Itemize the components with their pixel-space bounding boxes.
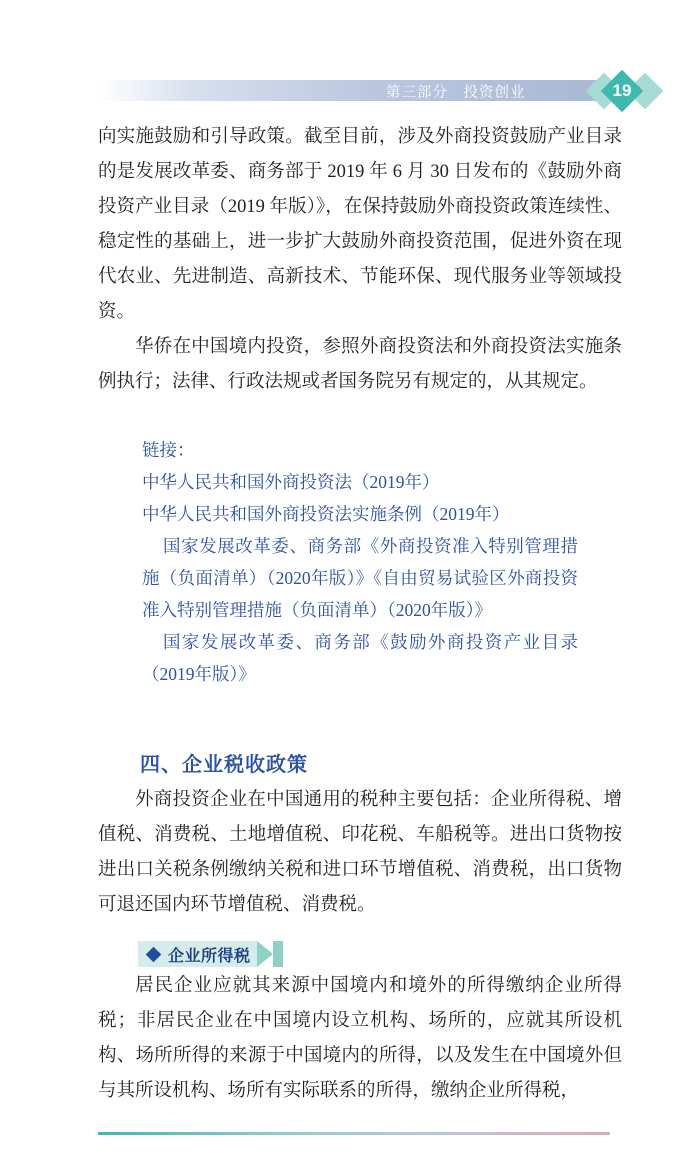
reference-links-title: 链接： — [142, 440, 195, 460]
chip-tail-decoration — [273, 941, 283, 967]
diamond-ornament-group — [590, 76, 658, 106]
reference-link-item[interactable]: 中华人民共和国外商投资法（2019年） — [142, 472, 440, 492]
diamond-bullet-icon — [146, 946, 162, 962]
header-chapter-label: 第三部分 投资创业 — [386, 85, 526, 101]
section-heading: 四、企业税收政策 — [140, 754, 308, 776]
paragraph-tax-overview: 外商投资企业在中国通用的税种主要包括：企业所得税、增值税、消费税、土地增值税、印花税、车船税等。进出口货物按进出口关税条例缴纳关税和进口环节增值税、消费税，出口货物可退还国内环节增值税、消费税。 — [98, 790, 622, 915]
footer-divider — [98, 1132, 610, 1135]
paragraph-overseas-chinese: 华侨在中国境内投资，参照外商投资法和外商投资法实施条例执行；法律、行政法规或者国务院另有规定的，从其规定。 — [98, 337, 622, 392]
reference-link-item[interactable]: 国家发展改革委、商务部《外商投资准入特别管理措施（负面清单）（2020年版）》《自由贸易试验区外商投资准入特别管理措施（负面清单）（2020年版）》 — [142, 536, 578, 620]
page-number: 19 — [612, 81, 632, 100]
reference-link-item[interactable]: 国家发展改革委、商务部《鼓励外商投资产业目录（2019年版）》 — [142, 632, 578, 684]
paragraph-continuation: 向实施鼓励和引导政策。截至目前，涉及外商投资鼓励产业目录的是发展改革委、商务部于 2019 年 6 月 30 日发布的《鼓励外商投资产业目录（2019 年版）》，在保持鼓励外商投资政策连续性、稳定性的基础上，进一步扩大鼓励外商投资范围，促进外资在现代农业、先进制造、高新技术、节能环保、现代服务业等领域投资。 — [98, 127, 622, 322]
subsection-label-row — [98, 941, 622, 967]
page-header — [98, 74, 658, 104]
paragraph-enterprise-income-tax: 居民企业应就其来源中国境内和境外的所得缴纳企业所得税；非居民企业在中国境内设立机构、场所的，应就其所设机构、场所所得的来源于中国境内的所得，以及发生在中国境外但与其所设机构、场所有实际联系的所得，缴纳企业所得税， — [98, 976, 622, 1101]
subsection-label: 企业所得税 — [168, 947, 251, 965]
reference-links-block — [98, 434, 578, 690]
subsection-chip — [138, 941, 257, 967]
header-band — [98, 80, 610, 101]
arrow-right-icon — [257, 941, 273, 967]
reference-link-item[interactable]: 中华人民共和国外商投资法实施条例（2019年） — [142, 504, 510, 524]
page-number-badge — [590, 74, 658, 108]
page-content — [98, 120, 622, 1109]
